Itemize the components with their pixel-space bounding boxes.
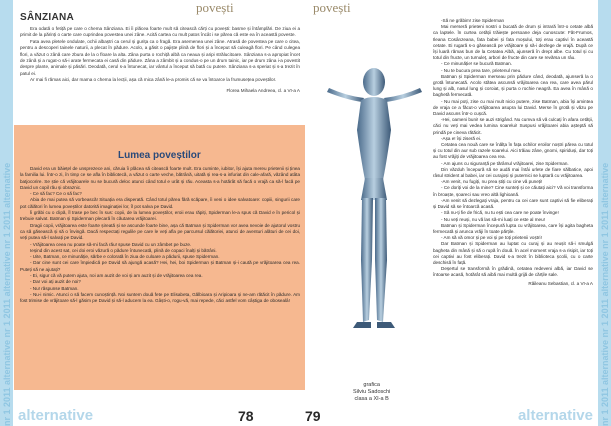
paragraph: - Dar cine sunt cei care împiedică pe David să ajungă acasă? Hei, hei, boi Spiderman și Batman și-i caută pe vrăjitoarea cea rea. Puteți să ne ajutați? — [20, 260, 300, 272]
article-continuation — [433, 18, 593, 287]
paragraph: -Am venit, nu fugiți, nu prea știți cu cine vă puneți! — [441, 179, 543, 185]
page-number: 79 — [305, 408, 321, 424]
paragraph: Batman și Spiderman începură lupta cu vrăjitoarea, care își agita bagheta fermecată și arunca vrăji în toate părțile. — [433, 222, 593, 234]
paragraph: - Ei, sigur că vă putem ajuta, noi am auzit de voi și am auzit și de vrăjitoarea cea rea. — [30, 273, 203, 279]
paragraph: Ieșind din acest sat, cei doi eroi văzură o pădure întunecată, plină de copaci înalți și bătrâni. — [30, 247, 217, 253]
right-page — [305, 0, 611, 426]
humanoid-figure-illustration — [317, 60, 432, 360]
brand-name: alternative — [18, 407, 94, 424]
figure-right-arm — [384, 88, 422, 102]
article-title-sanziana: SÂNZIANA — [20, 12, 75, 23]
author-signature: Răileanu Sebastian, cl. a VI-a A — [528, 280, 593, 286]
paragraph: - Ce doriți voi de la mine? Cine sunteți și ce căutați aici? Vă voi transforma în broaște, șoareci sau vreo altă lighioană. — [433, 185, 593, 197]
article-sanziana — [20, 26, 300, 94]
paragraph: -Hei, oameni buni! se auzi strigând. Nu cumva să vă culcați în afara cetății, căci nu veți mai vedea lumina soarelui! Suspusi vrăjitoarei abia așteptă să prindă pe cineva rătăcit. — [433, 117, 593, 135]
paragraph: - Ce minunăție! se bucură Batman. — [441, 61, 512, 67]
paragraph: Fata avea pletele ondulate, ochii albaștri ca cerul și gurița ca o fragă. Era asemenea unei zâne. Atrasă de povestea pe care o citea, pentru a descoperi tainele naturii, a plecat în pădure. Acolo, a găsit o pajiște plină de flori și a început să culeagă flori. Pe când culegea flori, a văzut o zână care zbura de la o floare la alta. Zâna purta o rochiță albă ca neaua și aripi strălucitoare. Sânziana s-a apropiat încet de zână și a rugat-o să-i arate fermecata ei casă din pădure. Zâna a zâmbit și a condus-o pe un drum tainic, iar pe drum zâna i-a povestit despre plante, animale și păsări. Deodată, cerul s-a întunecat, iar vântul a început să bată cu putere. Sânziana s-a speriat și s-a trezit în patul ei. — [20, 38, 300, 76]
paragraph: -Am venit să dezlegați vraja, pentru ca cei care sunt captivi să fie eliberați și David să se întoarcă acasă. — [433, 197, 593, 210]
figure-hips — [361, 178, 387, 200]
figure-torso — [357, 97, 391, 180]
figure-right-leg — [375, 198, 387, 322]
strip-text: nr 1 2011 alternative nr 1 2011 alternative nr 1 2011 alternative — [600, 162, 610, 426]
paragraph: Dragii copii, vrăjitoarea este foarte șireată și se ascunde foarte bine, așa că Batman și Spiderman vor avea nevoie de ajutorul vostru ca să găsească și să o învingă. Dacă respectați regulile pe care le veți afla pe parcursul călătoriei, atunci de aventuri alături de cei doi, veți putea să-l salvați pe David. — [20, 222, 300, 241]
footer-left — [0, 406, 306, 426]
caption-line: grafica — [363, 382, 380, 388]
author-signature: Florea Mihaela Andreea, cl. a VI-a A — [226, 87, 300, 93]
paragraph: Deșertul se transformă în grădină, cetatea redeveni albă, iar David se întoarse acasă, hotărât să aibă mai multă grijă de cărțile sale. — [433, 266, 593, 278]
caption-line: Silviu Sadoschi — [353, 389, 391, 395]
paragraph: David era un băiețel de unsprezece ani, căruia îi plăcea să citească foarte mult. Era cuminte, iubitor, își ajuta mereu prietenii și ținea la familia lui. Într-o zi, în timp ce se afla în bibliotecă, a văzut o carte veche, bătrână, uitată și rea-s-a infuriat din cale-afară, văzând atâta batjocorire. Se știe că vrăjitoarele nu se bucură deloc atunci când totul e urât și rău. Aceasta s-a hotărât să facă o vrajă ca să-l facă pe David un copil rău și obraznic. — [20, 166, 300, 190]
paragraph: Cetatea cea nouă care se înălța în fața ochilor eroilor noștri părea cu totul și cu totul din aur sub razele soarelui. Aici trăiau zâne, gnomi, spiriduși, dar toți au fost vrăjiți de vrăjitoarea cea rea. — [433, 142, 593, 160]
right-decorative-strip — [598, 0, 611, 426]
paragraph: - Dar voi ați auzit de noi? — [30, 279, 81, 285]
running-head-right: povești — [313, 0, 351, 15]
paragraph: -Așa e! își ziseră ei. — [441, 135, 482, 141]
running-head-left: povești — [196, 0, 234, 15]
article-lumea-povestilor — [20, 166, 300, 305]
brand-name: alternative — [517, 407, 593, 424]
paragraph: Ar mai fi rămas aici, dar mama o chema la lecții, așa că mica zână le-a promis că se va întoarce la frumusețea poveștilor. — [30, 77, 277, 83]
figure-left-foot — [353, 322, 371, 328]
footer-right — [305, 406, 611, 426]
paragraph: Mai merseră prieteni nostri o bucată de drum și intrară într-o cetate albă ca laptele. În curtea cetății trăiește persoane deja cunoscute: Făt-Frumos, Ileana Cosânzeana, fata babei și fata moșului, toți erau captivi în această cetate. Ei rugară s-o găsească pe vrăjitoare și să-i dezlege de vrajă. După ce își luară rămas bun de la Cetatea Albă, ajunseră în drept albe. Cu totul și cu totul din fructe, un turnuleț, arbori de fructe din care se revărsa un râu. — [433, 24, 593, 61]
figure-right-foot — [377, 322, 395, 328]
paragraph: - Vrăjitoarea ceea nu poate să-mi facă rău! spuse David cu un zâmbet pe buze. — [30, 241, 192, 247]
paragraph: Îi grăbi cu o clipă, îl trase pe bec în sus: copii, de la lumea poveștilor, eroii erau răpiți, Spiderman le-a spus că David e în pericol și trebuie salvat. Batman și Spiderman plecară în căutarea vrăjitoarei. — [20, 210, 300, 222]
strip-text: nr 1 2011 alternative nr 1 2011 alternative nr 1 2011 alternative — [2, 162, 12, 426]
paragraph: - Am să vă omor și pe voi și pe toți prietenii voștri! — [441, 235, 542, 241]
figure-left-arm — [327, 88, 364, 102]
paragraph: - Să nu-ți fie de frică, nu tu ești cea care ne poate învinge! — [441, 210, 559, 216]
paragraph: - Nu mai poți, zise cu mai mult nicio putere, zise Batman, abia își amintea de vraja ce a făcut-o vrăjitoarea asupra lui David. Merse în grotă și văzu pe David ascuns într-o cușcă. — [433, 98, 593, 117]
paragraph: - Uite, Batman, ce minunăție, sărbe e colorată în ziua de culoare a pădurii, spuse Spiderman. — [30, 254, 220, 260]
paragraph: Batman și Spiderman merseau prin pădure când, deodată, ajunseră la o grotă întunecată. Acolo stătea ascunsă vrăjitoarea cea rea, care avea părul lung și alb, nasul lung și coroiat, și purta o rochie neagră. Ea avea în mână o baghetă fermecată. — [433, 73, 593, 98]
article-title-lumea-povestilor: Lumea poveștilor — [118, 150, 201, 161]
paragraph: - Nu te bucura prea tare, prietenul meu. — [441, 67, 522, 73]
figure-head — [363, 68, 385, 96]
paragraph: Dar Batman și Spiderman au luptat cu curaj și au reușit să-i smulgă bagheta din mână și să o rupă în două. În acel moment vraja s-a risipit, iar toți cei captivi au fost eliberați. David s-a trezit în biblioteca școlii, cu o carte deschisă în față. — [433, 241, 593, 265]
left-decorative-strip — [0, 0, 13, 426]
paragraph: -Să ne grăbim! zise Spiderman — [441, 18, 505, 23]
paragraph: - Am ajuns cu siguranță pe tărâmul vrăjitoarei, zise Spiderman. — [441, 160, 569, 166]
paragraph: - Nu! răspunse Batman. — [30, 285, 79, 291]
paragraph: - Nu veți reuși, nu vă las să-mi luați ce este al meu! — [441, 216, 545, 222]
figure-caption — [353, 382, 390, 403]
paragraph: Din văzduh începură să se audă mai întâi urlete de fiare sălbatice, apoi râsul strident al babei, iar cei curajoși și puternici se luptară cu vrăjitoarea. — [433, 166, 593, 179]
page-number: 78 — [238, 408, 254, 424]
paragraph: Abia de mai putea să vorbească! Situația era disperată. Când totul părea fără scăpare, îi veni o idee salvatoare: copiii, singurii care pot călători în lumea poveștilor datorită imaginației lor, îl pot salva pe David. — [20, 197, 300, 209]
caption-line: clasa a XI-a B — [354, 396, 389, 402]
paragraph: Era odată o fetiță pe care o chema Sânziana. Ei îi plăcea foarte mult să citească cărți cu povești: basme și întâmplări. De ziua ei a primit de la părinți o carte care cuprindea povestea unei zâne. Acită cartea cu mult patos încât i se părea că este ea în această poveste. — [20, 26, 300, 38]
figure-left-leg — [361, 198, 373, 322]
paragraph: - Nu-i nimic. Atunci o să facem cunoștință. Noi suntem două fete pe Elisabeta, Gălbioara și Aripioara și ne-am rătăcit în pădure. Am fost trimise de vrăjitoare să-l găsim pe David și să-l aducem la ea. Gâști-o, rogu-vă, mai repede, căci astfel vom câștiga de obosealâ! — [20, 291, 300, 304]
paragraph: - Ce să fac? Ce o să fac? — [30, 191, 82, 197]
